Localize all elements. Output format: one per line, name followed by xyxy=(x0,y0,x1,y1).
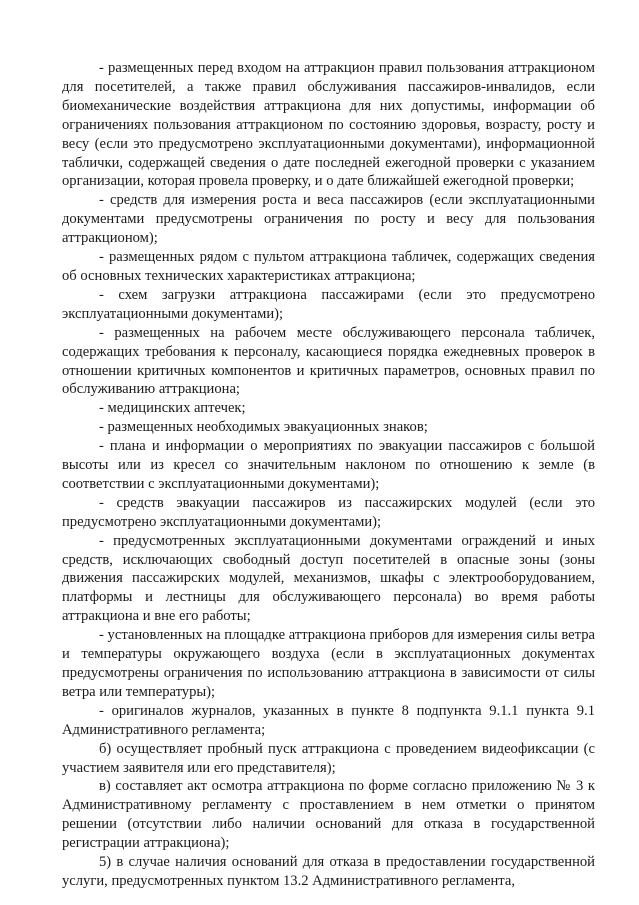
paragraph-12: - оригиналов журналов, указанных в пункте 8 подпункта 9.1.1 пункта 9.1 Административного регламента; xyxy=(62,702,595,738)
paragraph-15: 5) в случае наличия оснований для отказа в предоставлении государственной услуги, предусмотренных пунктом 13.2 Административного регламента, xyxy=(62,854,595,889)
paragraph-13: б) осуществляет пробный пуск аттракциона с проведением видеофиксации (с участием заявителя или его представителя); xyxy=(62,740,595,776)
paragraph-10: - предусмотренных эксплуатационными документами ограждений и иных средств, исключающих свободный доступ посетителей в опасные зоны (зоны движения пассажирских модулей, механизмов, шкафы с электрооборудованием, платформы и лестницы для обслуживающего персонала) во время работы аттракциона и вне его работы; xyxy=(62,532,595,625)
paragraph-14: в) составляет акт осмотра аттракциона по форме согласно приложению № 3 к Административному регламенту с проставлением в нем отметки о принятом решении (отсутствии либо наличии оснований для отказа в государственной регистрации аттракциона); xyxy=(62,778,595,852)
paragraph-6: - медицинских аптечек; xyxy=(99,400,246,417)
paragraph-9: - средств эвакуации пассажиров из пассажирских модулей (если это предусмотрено эксплуатационными документами); xyxy=(62,494,595,530)
paragraph-2: - средств для измерения роста и веса пассажиров (если эксплуатационными документами предусмотрены ограничения по росту и весу для пользования аттракционом); xyxy=(62,192,595,247)
paragraph-5: - размещенных на рабочем месте обслуживающего персонала табличек, содержащих требования к персоналу, касающиеся порядка ежедневных проверок в отношении критичных компонентов и критичных параметров, основных правил по обслуживанию аттракциона; xyxy=(62,324,595,398)
paragraph-8: - плана и информации о мероприятиях по эвакуации пассажиров с большой высоты или из кресел со значительным наклоном по отношению к земле (в соответствии с эксплуатационными документами); xyxy=(62,438,595,492)
paragraph-11: - установленных на площадке аттракциона приборов для измерения силы ветра и температуры окружающего воздуха (если в эксплуатационных документах предусмотрены ограничения по использованию аттракциона в зависимости от силы ветра или температуры); xyxy=(62,627,595,700)
paragraph-3: - размещенных рядом с пультом аттракциона табличек, содержащих сведения об основных технических характеристиках аттракциона; xyxy=(62,249,595,284)
paragraph-7: - размещенных необходимых эвакуационных знаков; xyxy=(99,419,428,436)
paragraph-4: - схем загрузки аттракциона пассажирами (если это предусмотрено эксплуатационными документами); xyxy=(62,286,595,322)
paragraph-1: - размещенных перед входом на аттракцион правил пользования аттракционом для посетителей, а также правил обслуживания пассажиров-инвалидов, если биомеханические воздействия аттракциона для них допустимы, информации об ограничениях пользования аттракционом по состоянию здоровья, возрасту, росту и весу (если это предусмотрено эксплуатационными документами), информационной таблички, содержащей сведения о дате последней ежегодной проверки с указанием организации, которая провела проверку, и о дате ближайшей ежегодной проверки; xyxy=(62,60,595,190)
document-page xyxy=(62,59,595,891)
